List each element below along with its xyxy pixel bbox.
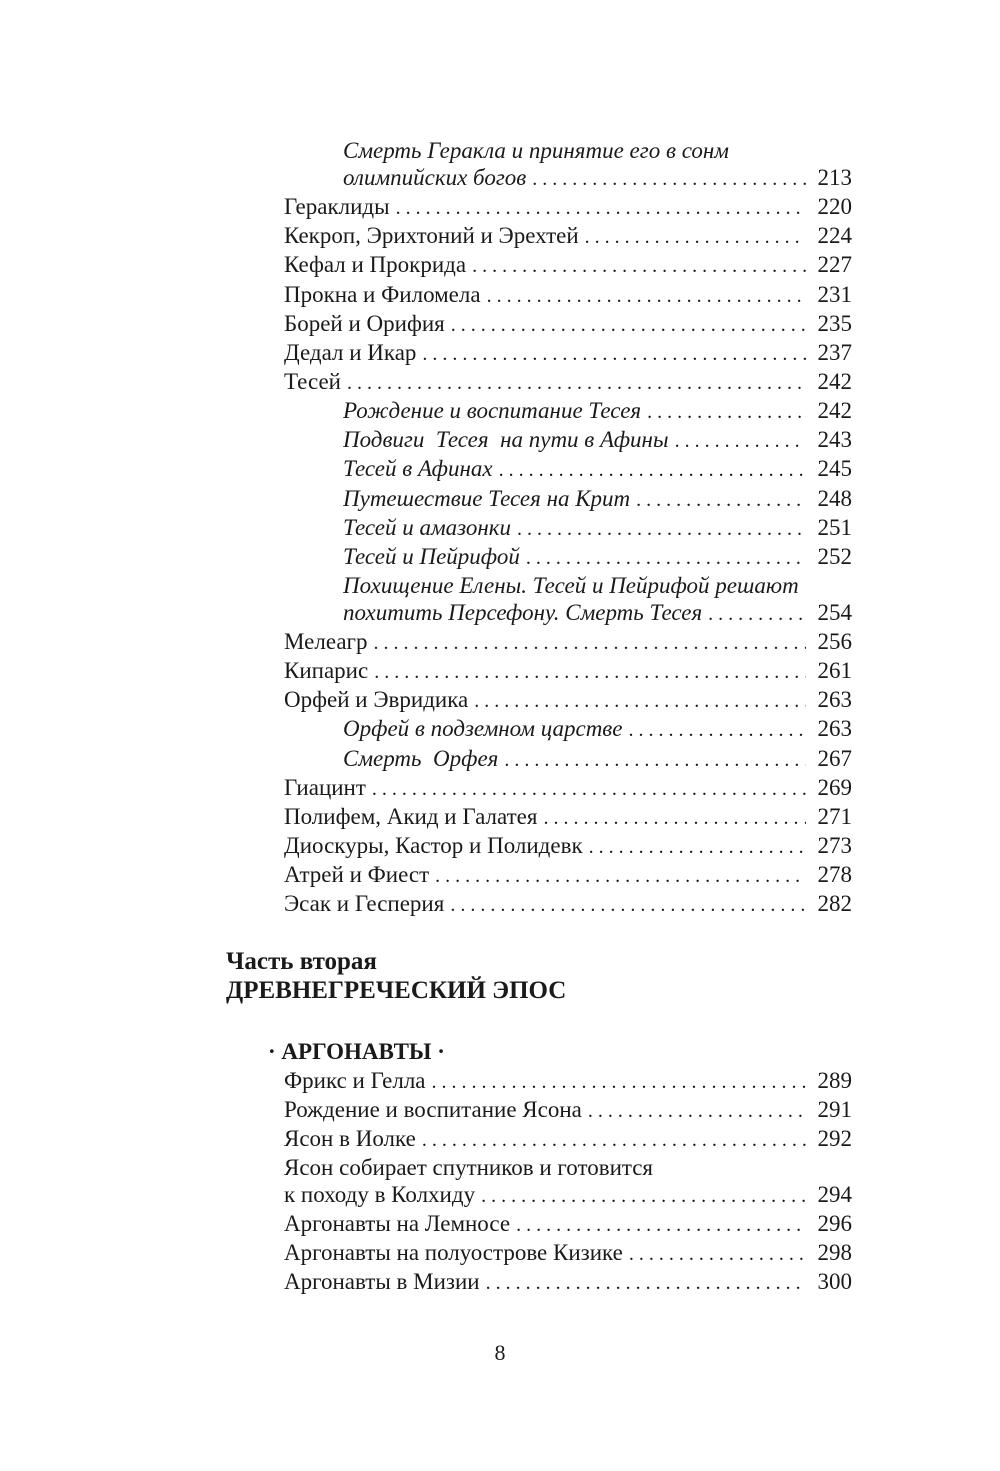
page-number: 8	[494, 1340, 506, 1365]
toc-entry-title: Тесей и амазонки	[343, 515, 511, 540]
dot-leader	[588, 1095, 806, 1124]
toc-entry-page: 300	[817, 1269, 852, 1294]
dot-leader	[517, 513, 806, 542]
toc-entry	[284, 1267, 852, 1296]
toc-entry-title: Прокна и Филомела	[284, 282, 481, 307]
toc-subentry	[343, 454, 852, 483]
toc-entry-title: Атрей и Фиест	[284, 862, 430, 887]
toc-entry-title: Борей и Орифия	[284, 311, 445, 336]
dot-leader	[373, 627, 806, 656]
toc-entry	[284, 889, 852, 918]
dot-leader	[422, 1124, 806, 1153]
toc-entry-page: 248	[817, 486, 852, 511]
toc-entry	[284, 1209, 852, 1238]
dot-leader	[347, 367, 806, 396]
toc-entry	[284, 192, 852, 221]
bullet-icon: ·	[437, 1039, 445, 1064]
toc-subentry	[343, 598, 852, 627]
dot-leader	[526, 542, 806, 571]
section-heading	[268, 1037, 445, 1066]
toc-entry-page: 263	[817, 716, 852, 741]
toc-entry-title: Аргонавты на Лемносе	[284, 1211, 511, 1236]
toc-entry	[284, 627, 852, 656]
dot-leader	[708, 598, 806, 627]
dot-leader	[435, 860, 806, 889]
toc-entry-title: Мелеагр	[284, 629, 368, 654]
bullet-icon: ·	[268, 1039, 276, 1064]
toc-entry-page: 254	[817, 600, 852, 625]
toc-entry	[284, 1124, 852, 1153]
toc-entry-page: 256	[817, 629, 852, 654]
toc-subentry	[343, 714, 852, 743]
toc-entry-title: Аргонавты в Мизии	[284, 1269, 480, 1294]
toc-entry-title: Тесей в Афинах	[343, 456, 493, 481]
toc-entry-page: 282	[817, 891, 852, 916]
toc-entry-title: Аргонавты на полуострове Кизике	[284, 1240, 623, 1265]
part-label: Часть вторая	[226, 948, 377, 975]
toc-entry-title: Тесей	[284, 369, 341, 394]
toc-entry	[284, 309, 852, 338]
part-title: ДРЕВНЕГРЕЧЕСКИЙ ЭПОС	[226, 977, 567, 1004]
toc-entry-page: 263	[817, 687, 852, 712]
toc-entry-page: 289	[817, 1068, 852, 1093]
toc-entry-title: Смерть Орфея	[343, 746, 499, 771]
toc-entry	[284, 685, 852, 714]
toc-entry-page: 298	[817, 1240, 852, 1265]
toc-entry-title: Дедал и Икар	[284, 340, 417, 365]
toc-entry-page: 267	[817, 746, 852, 771]
toc-entry-page: 252	[817, 544, 852, 569]
toc-subentry	[343, 744, 852, 773]
dot-leader	[472, 250, 806, 279]
toc-entry	[284, 656, 852, 685]
dot-leader	[481, 1180, 806, 1209]
toc-entry-title: Рождение и воспитание Тесея	[343, 398, 642, 423]
toc-entry	[284, 1238, 852, 1267]
toc-entry	[284, 860, 852, 889]
toc-entry-page: 278	[817, 862, 852, 887]
toc-entry-page: 273	[817, 833, 852, 858]
dot-leader	[499, 454, 806, 483]
toc-entry-title: похитить Персефону. Смерть Тесея	[343, 600, 703, 625]
toc-entry-page: 242	[817, 398, 852, 423]
toc-entry-title: Полифем, Акид и Галатея	[284, 804, 538, 829]
toc-entry-title: Фрикс и Гелла	[284, 1068, 426, 1093]
toc-subentry	[343, 484, 852, 513]
dot-leader	[589, 831, 806, 860]
toc-entry-title: Гиацинт	[284, 775, 366, 800]
toc-entry-page: 245	[817, 456, 852, 481]
toc-entry	[284, 1095, 852, 1124]
toc-entry-page: 243	[817, 427, 852, 452]
toc-entry-title: Кипарис	[284, 658, 369, 683]
toc-entry-page: 235	[817, 311, 852, 336]
dot-leader	[629, 714, 806, 743]
toc-entry-title: Гераклиды	[284, 194, 390, 219]
dot-leader	[647, 396, 806, 425]
dot-leader	[487, 280, 806, 309]
toc-entry-page: 231	[817, 282, 852, 307]
toc-entry-page: 261	[817, 658, 852, 683]
toc-entry-page: 237	[817, 340, 852, 365]
dot-leader	[474, 685, 806, 714]
dot-leader	[372, 773, 806, 802]
dot-leader	[451, 309, 806, 338]
toc-entry-title: Ясон в Иолке	[284, 1126, 416, 1151]
section-title: АРГОНАВТЫ	[281, 1039, 432, 1064]
dot-leader	[422, 338, 806, 367]
toc-entry-title: Рождение и воспитание Ясона	[284, 1097, 582, 1122]
toc-entry-title: Тесей и Пейрифой	[343, 544, 520, 569]
toc-entry-title: олимпийских богов	[343, 165, 527, 190]
toc-subentry	[343, 425, 852, 454]
toc-entry-page: 294	[817, 1182, 852, 1207]
dot-leader	[532, 163, 806, 192]
toc-entry-title: Подвиги Тесея на пути в Афины	[343, 427, 669, 452]
toc-entry-title: Путешествие Тесея на Крит	[343, 486, 631, 511]
dot-leader	[543, 802, 806, 831]
toc-subentry	[343, 513, 852, 542]
toc-entry	[284, 773, 852, 802]
toc-entry-line: Ясон собирает спутников и готовится	[284, 1155, 653, 1180]
toc-entry	[284, 221, 852, 250]
dot-leader	[374, 656, 806, 685]
toc-entry-title: Кефал и Прокрида	[284, 252, 467, 277]
toc-entry-page: 227	[817, 252, 852, 277]
toc-entry-page: 291	[817, 1097, 852, 1122]
toc-entry	[284, 802, 852, 831]
dot-leader	[396, 192, 806, 221]
toc-entry-page: 296	[817, 1211, 852, 1236]
toc-entry-title: Кекроп, Эрихтоний и Эрехтей	[284, 223, 579, 248]
toc-entry-title: Эсак и Гесперия	[284, 891, 445, 916]
dot-leader	[432, 1066, 806, 1095]
dot-leader	[675, 425, 806, 454]
dot-leader	[486, 1267, 806, 1296]
toc-subentry	[343, 542, 852, 571]
toc-entry	[284, 831, 852, 860]
toc-entry	[284, 367, 852, 396]
dot-leader	[585, 221, 806, 250]
toc-entry-title: Диоскуры, Кастор и Полидевк	[284, 833, 583, 858]
toc-entry-page: 292	[817, 1126, 852, 1151]
toc-entry-page: 251	[817, 515, 852, 540]
toc-entry	[284, 280, 852, 309]
toc-subentry	[343, 396, 852, 425]
toc-entry	[284, 1066, 852, 1095]
toc-entry-line: Похищение Елены. Тесей и Пейрифой решают	[343, 573, 799, 598]
toc-entry	[343, 163, 852, 192]
toc-entry	[284, 338, 852, 367]
toc-entry-page: 242	[817, 369, 852, 394]
toc-entry-title: Орфей в подземном царстве	[343, 716, 623, 741]
toc-entry-title: к походу в Колхиду	[284, 1182, 476, 1207]
dot-leader	[516, 1209, 806, 1238]
dot-leader	[629, 1238, 806, 1267]
dot-leader	[450, 889, 806, 918]
toc-entry-title: Орфей и Эвридика	[284, 687, 469, 712]
toc-entry	[284, 250, 852, 279]
toc-entry-page: 220	[817, 194, 852, 219]
dot-leader	[636, 484, 806, 513]
toc-entry-page: 269	[817, 775, 852, 800]
toc-entry	[284, 1180, 852, 1209]
toc-entry-page: 224	[817, 223, 852, 248]
toc-entry-page: 213	[817, 165, 852, 190]
toc-entry-page: 271	[817, 804, 852, 829]
toc-entry-line: Смерть Геракла и принятие его в сонм	[343, 138, 729, 163]
dot-leader	[504, 744, 806, 773]
